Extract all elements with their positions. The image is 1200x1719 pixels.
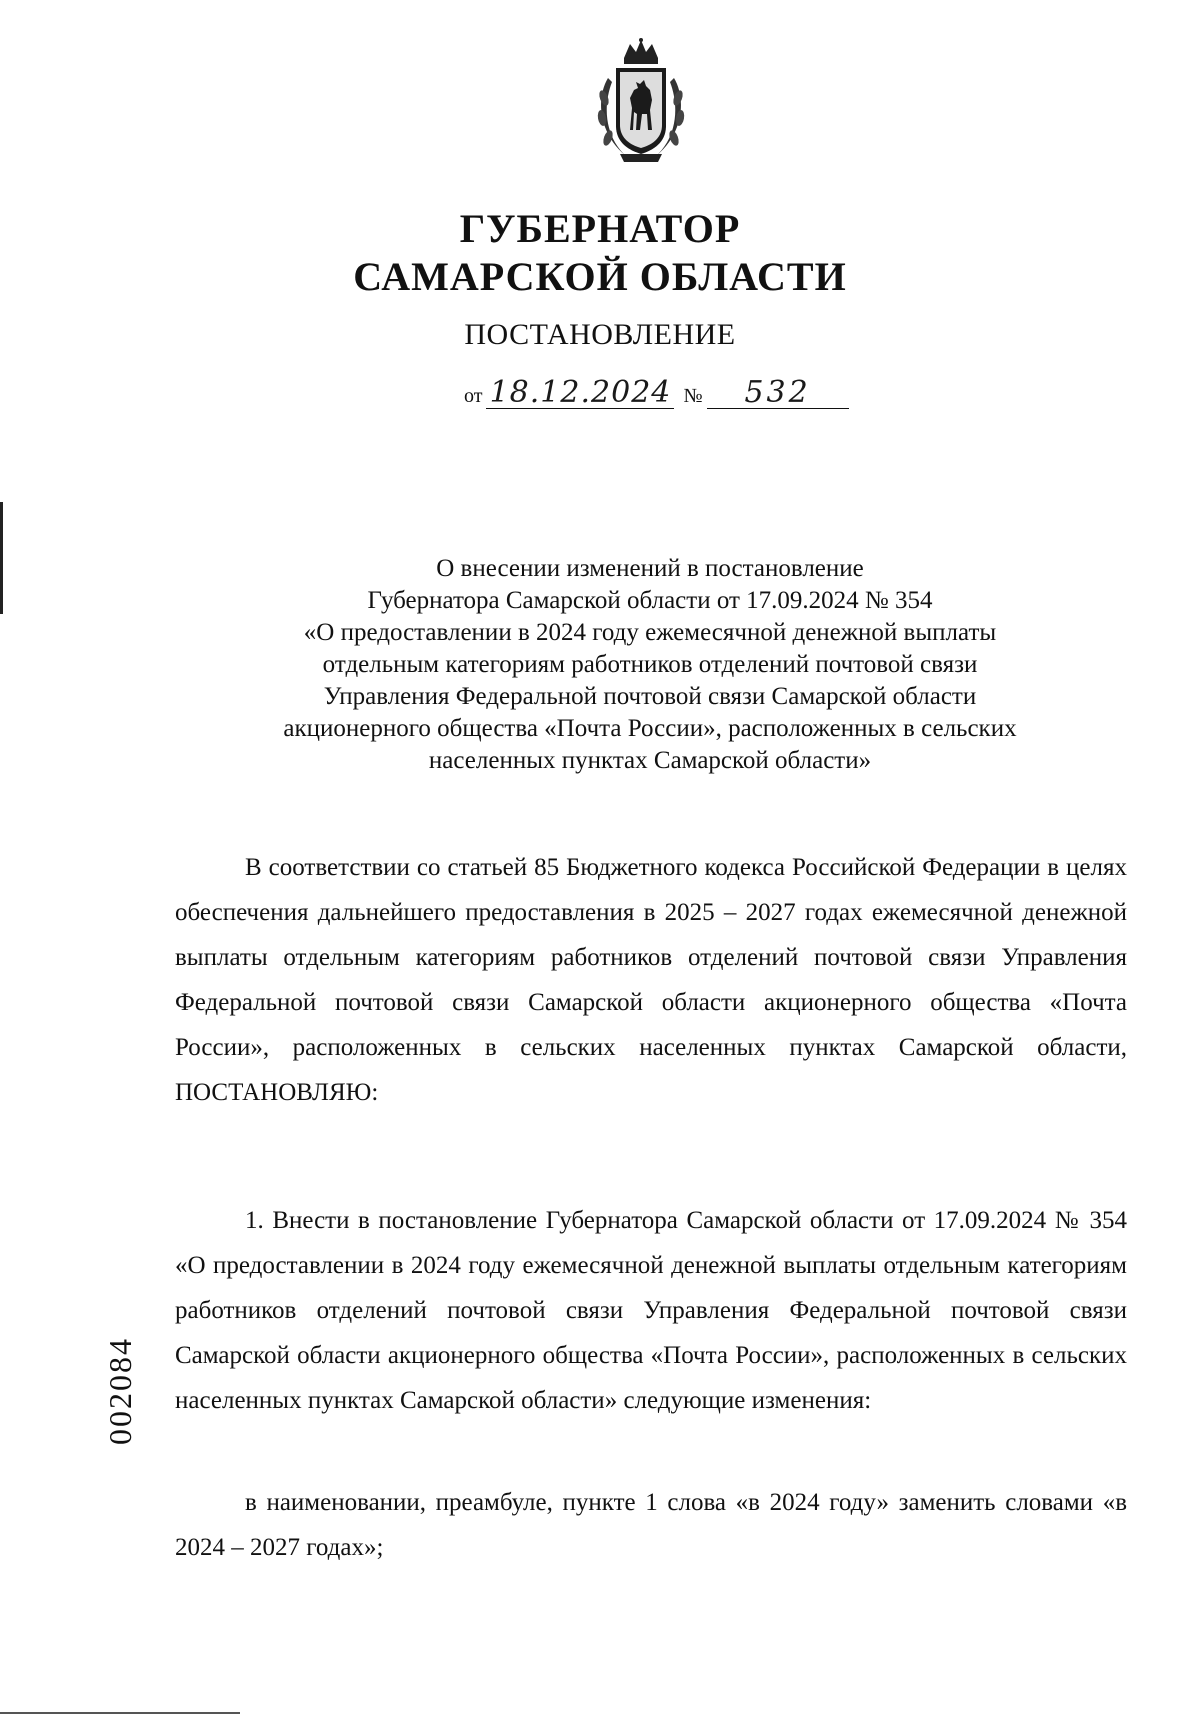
body-paragraph — [175, 845, 1127, 1115]
issuer-title-line2: САМАРСКОЙ ОБЛАСТИ — [353, 254, 847, 299]
issuer-title-line1: ГУБЕРНАТОР — [459, 206, 741, 251]
subject-line: акционерного общества «Почта России», расположенных в сельских — [283, 715, 1017, 742]
number-label: № — [683, 385, 703, 407]
subject-line: отдельным категориям работников отделений почтовой связи — [322, 651, 978, 678]
subject-line: Губернатора Самарской области от 17.09.2024 № 354 — [367, 587, 933, 614]
body-paragraph — [175, 1198, 1127, 1423]
date-number-line — [460, 375, 849, 410]
amendment-text: в наименовании, преамбуле, пункте 1 слова «в 2024 году» заменить словами «в 2024 – 2027 годах»; — [175, 1489, 1127, 1561]
clause-1-text: 1. Внести в постановление Губернатора Самарской области от 17.09.2024 № 354 «О предоставлении в 2024 году ежемесячной денежной выплаты отдельным категориям работников отделений почтовой связи Управления Федеральной почтовой связи Самарской области акционерного общества «Почта России», расположенных в сельских населенных пунктах Самарской области» следующие изменения: — [175, 1207, 1127, 1414]
body-paragraph — [175, 1480, 1127, 1570]
subject-line: населенных пунктах Самарской области» — [428, 747, 872, 774]
preamble-text: В соответствии со статьей 85 Бюджетного кодекса Российской Федерации в целях обеспечения дальнейшего предоставления в 2025 – 2027 годах ежемесячной денежной выплаты отдельным категориям работников отделений почтовой связи Управления Федеральной почтовой связи Самарской области акционерного общества «Почта России», расположенных в сельских населенных пунктах Самарской области, ПОСТАНОВЛЯЮ: — [175, 854, 1127, 1106]
serial-number: 002084 — [102, 1337, 138, 1445]
date-prefix: от — [464, 385, 483, 407]
document-subject — [200, 553, 1100, 777]
coat-of-arms-icon — [586, 38, 696, 166]
handwritten-number: 532 — [707, 378, 849, 409]
subject-line: «О предоставлении в 2024 году ежемесячной денежной выплаты — [303, 619, 997, 646]
subject-line: Управления Федеральной почтовой связи Самарской области — [323, 683, 977, 710]
document-type: ПОСТАНОВЛЕНИЕ — [464, 318, 736, 351]
subject-line: О внесении изменений в постановление — [436, 555, 864, 582]
scan-edge-mark — [0, 502, 3, 614]
scan-edge-mark — [0, 1712, 240, 1714]
handwritten-date: 18.12.2024 — [486, 378, 674, 409]
